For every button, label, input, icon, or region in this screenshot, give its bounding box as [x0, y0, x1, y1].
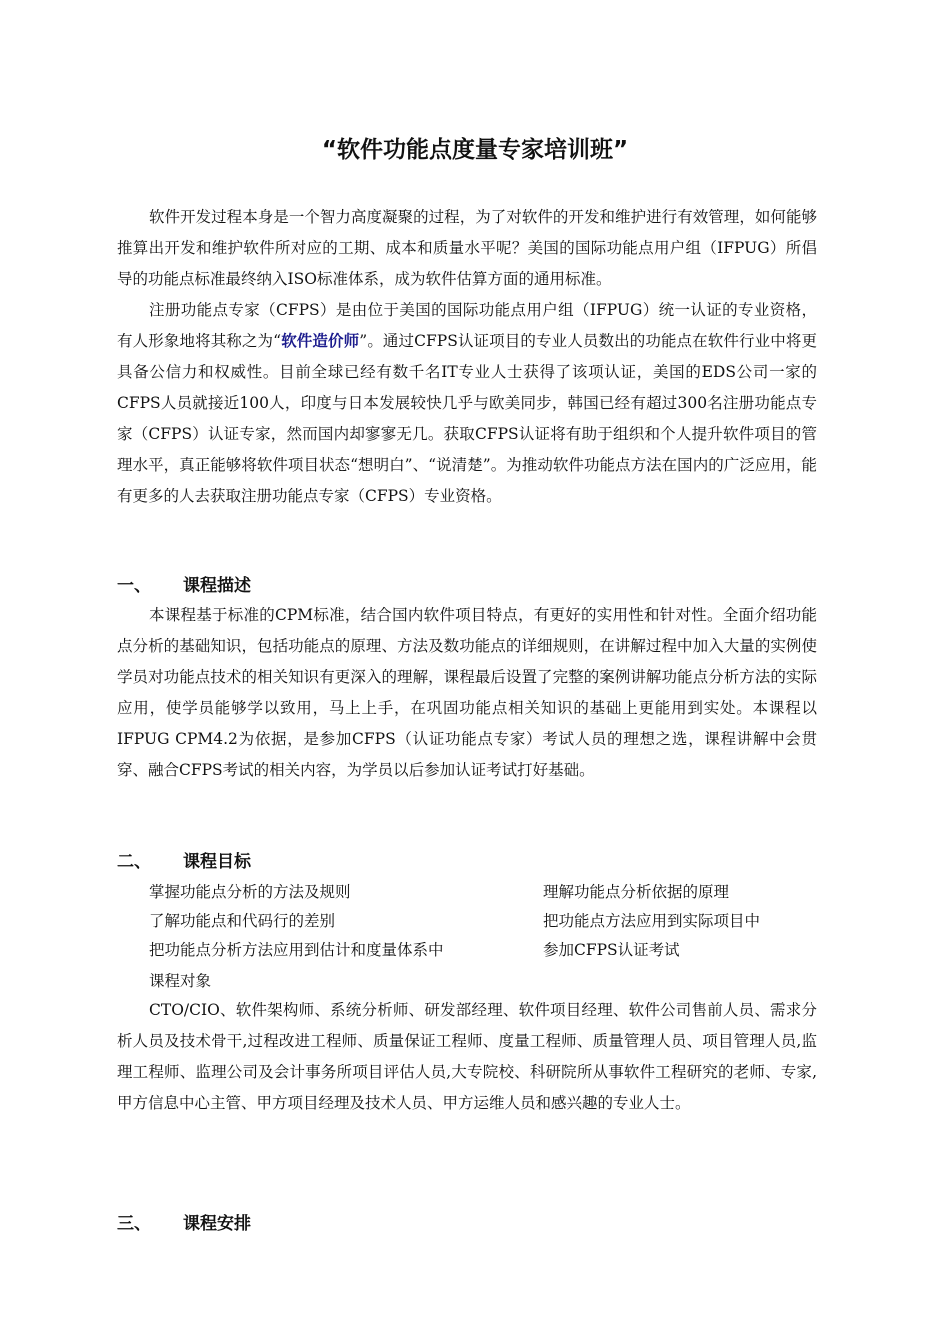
intro-paragraph-1: 软件开发过程本身是一个智力高度凝聚的过程，为了对软件的开发和维护进行有效管理，如何能够推算出开发和维护软件所对应的工期、成本和质量水平呢？美国的国际功能点用户组（IFPUG）所倡导的功能点标准最终纳入ISO标准体系，成为软件估算方面的通用标准。 — [117, 208, 817, 288]
intro-paragraph-2-end: ”。通过CFPS认证项目的专业人员数出的功能点在软件行业中将更具备公信力和权威性。目前全球已经有数千名IT专业人士获得了该项认证，美国的EDS公司一家的CFPS人员就接近100人，印度与日本发展较快几乎与欧美同步，韩国已经有超过300名注册功能点专家（CFPS）认证专家，然而国内却寥寥无几。获取CFPS认证将有助于组织和个人提升软件项目的管理水平，真正能够将软件项目状态“想明白”、“说清楚”。为推动软件功能点方法在国内的广泛应用，能有更多的人去获取注册功能点专家（CFPS）专业资格。 — [117, 332, 817, 505]
goal-left-2: 了解功能点和代码行的差别 — [149, 912, 336, 930]
document-title: “软件功能点度量专家培训班” — [321, 137, 629, 163]
highlight-term: 软件造价师 — [281, 332, 360, 350]
goal-right-1: 理解功能点分析依据的原理 — [543, 883, 730, 901]
section-3-title: 课程安排 — [183, 1214, 251, 1234]
section-3-number: 三、 — [117, 1214, 151, 1234]
goal-left-3: 把功能点分析方法应用到估计和度量体系中 — [149, 941, 444, 959]
section-1-body: 本课程基于标准的CPM标准，结合国内软件项目特点，有更好的实用性和针对性。全面介绍功能点分析的基础知识，包括功能点的原理、方法及数功能点的详细规则，在讲解过程中加入大量的实例使学员对功能点技术的相关知识有更深入的理解，课程最后设置了完整的案例讲解功能点分析方法的实际应用，使学员能够学以致用，马上上手，在巩固功能点相关知识的基础上更能用到实处。本课程以IFPUG CPM4.2为依据，是参加CFPS（认证功能点专家）考试人员的理想之选，课程讲解中会贯穿、融合CFPS考试的相关内容，为学员以后参加认证考试打好基础。 — [117, 606, 817, 779]
intro-paragraph-2-start: 注册功能点专家（CFPS）是由位于美国的国际功能点用户组（IFPUG）统一认证的专业资格，有人形象地将其称之为“ — [117, 301, 817, 350]
section-2-title: 课程目标 — [183, 852, 251, 872]
section-2-number: 二、 — [117, 852, 151, 872]
intro-paragraph-2 — [117, 295, 817, 512]
section-1-title: 课程描述 — [183, 576, 251, 596]
goal-right-2: 把功能点方法应用到实际项目中 — [543, 912, 761, 930]
section-3-heading — [117, 1210, 251, 1238]
section-2-heading — [117, 848, 251, 876]
audience-label: 课程对象 — [149, 972, 212, 990]
audience-body: CTO/CIO、软件架构师、系统分析师、研发部经理、软件项目经理、软件公司售前人员、需求分析人员及技术骨干,过程改进工程师、质量保证工程师、度量工程师、质量管理人员、项目管理人员,监理工程师、监理公司及会计事务所项目评估人员,大专院校、科研院所从事软件工程研究的老师、专家, 甲方信息中心主管、甲方项目经理及技术人员、甲方运维人员和感兴趣的专业人士。 — [117, 1001, 817, 1112]
goal-left-1: 掌握功能点分析的方法及规则 — [149, 883, 351, 901]
goal-right-3: 参加CFPS认证考试 — [543, 941, 680, 959]
section-1-heading — [117, 572, 251, 600]
section-1-number: 一、 — [117, 576, 151, 596]
